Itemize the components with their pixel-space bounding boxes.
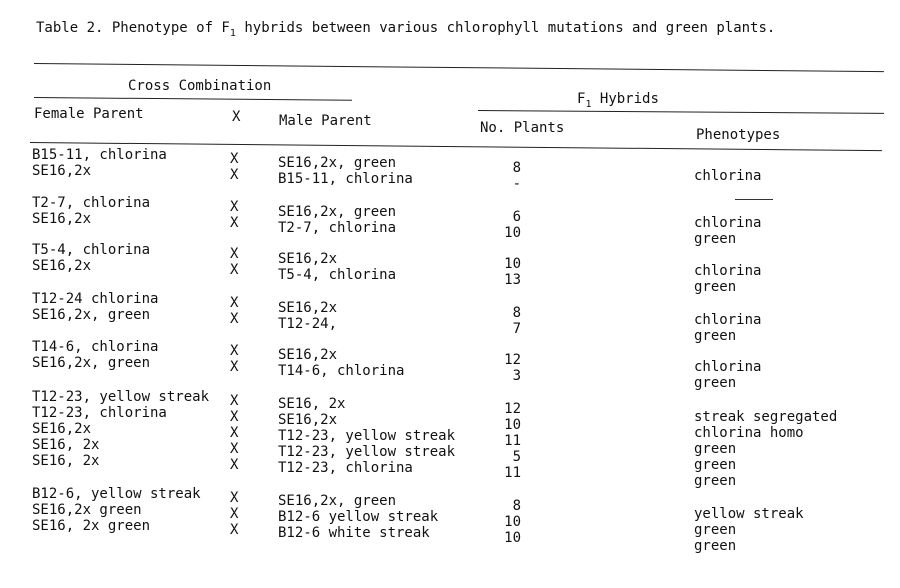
header-no-plants: No. Plants [480,120,565,136]
phenotype-cell: chlorina [694,359,762,375]
no-plants-cell: 12 [504,352,521,368]
cross-mark: X [230,457,239,473]
male-parent-cell: SE16,2x, green [278,204,397,220]
female-parent-cell: SE16,2x [32,211,92,227]
phenotype-cell: green [694,279,737,295]
male-parent-cell: SE16,2x [278,412,338,428]
male-parent-cell: B12-6 yellow streak [278,509,439,525]
male-parent-cell: B12-6 white streak [278,525,430,541]
female-parent-cell: SE16, 2x green [32,518,151,534]
female-parent-cell: SE16,2x green [32,502,142,518]
female-parent-cell: SE16,2x [32,163,92,179]
cross-mark: X [230,167,239,183]
phenotype-cell: chlorina homo [694,425,804,441]
no-plants-cell: 6 [512,209,521,225]
cross-mark: X [230,215,239,231]
female-parent-cell: T12-24 chlorina [32,291,159,307]
male-parent-cell: T12-24, [278,316,338,332]
phenotype-cell: chlorina [694,215,762,231]
cross-mark: X [230,506,239,522]
no-plants-cell: 11 [504,465,521,481]
cross-mark: X [230,522,239,538]
cross-mark: X [230,199,239,215]
no-plants-cell: 10 [504,417,521,433]
phenotype-cell: green [694,328,737,344]
blank-phenotype-line [735,199,773,200]
male-parent-cell: SE16,2x, green [278,493,397,509]
male-parent-cell: T12-23, chlorina [278,460,413,476]
no-plants-cell: 13 [504,272,521,288]
male-parent-cell: T5-4, chlorina [278,267,397,283]
cross-mark: X [230,343,239,359]
phenotype-cell: green [694,522,737,538]
cross-mark: X [230,425,239,441]
no-plants-cell: 10 [504,514,521,530]
phenotype-cell: yellow streak [694,506,804,522]
male-parent-cell: SE16,2x [278,251,338,267]
male-parent-cell: SE16, 2x [278,396,346,412]
female-parent-cell: SE16, 2x [32,453,100,469]
female-parent-cell: SE16,2x [32,258,92,274]
no-plants-cell: 12 [504,401,521,417]
no-plants-cell: 10 [504,530,521,546]
female-parent-cell: T12-23, chlorina [32,405,167,421]
cross-mark: X [230,295,239,311]
female-parent-cell: T12-23, yellow streak [32,389,210,405]
header-phenotypes: Phenotypes [696,127,781,143]
phenotype-cell: green [694,231,737,247]
female-parent-cell: T5-4, chlorina [32,242,151,258]
phenotype-cell: green [694,538,737,554]
no-plants-cell: 8 [512,160,521,176]
cross-mark: X [230,311,239,327]
cross-mark: X [230,393,239,409]
female-parent-cell: SE16,2x [32,421,92,437]
male-parent-cell: B15-11, chlorina [278,171,413,187]
male-parent-cell: T14-6, chlorina [278,363,405,379]
female-parent-cell: SE16,2x, green [32,307,151,323]
caption-subscript: 1 [229,28,236,39]
male-parent-cell: SE16,2x [278,347,338,363]
no-plants-cell: 8 [512,498,521,514]
cross-mark: X [230,262,239,278]
no-plants-cell: 7 [512,321,521,337]
phenotype-cell: chlorina [694,263,762,279]
table-caption: Table 2. Phenotype of $F_1$ hybrids between various chlorophyll mutations and green plants. [36,20,776,39]
no-plants-cell: 5 [512,449,521,465]
female-parent-cell: SE16,2x, green [32,355,151,371]
header-female-parent: Female Parent [34,106,144,122]
no-plants-cell: 10 [504,225,521,241]
no-plants-cell: 3 [512,368,521,384]
f1-hybrids-rule [478,110,884,114]
top-rule [34,63,884,72]
cross-mark: X [230,409,239,425]
phenotype-cell: green [694,457,737,473]
no-plants-cell: 8 [512,305,521,321]
header-cross-combination: Cross Combination [128,78,272,94]
cross-mark: X [230,359,239,375]
cross-mark: X [230,441,239,457]
female-parent-cell: B12-6, yellow streak [32,486,201,502]
no-plants-cell: 10 [504,256,521,272]
female-parent-cell: T14-6, chlorina [32,339,159,355]
header-f1-hybrids: $F_1$ Hybrids [577,91,659,110]
female-parent-cell: SE16, 2x [32,437,100,453]
cross-mark: X [230,151,239,167]
header-male-parent: Male Parent [279,113,372,129]
phenotype-cell: green [694,375,737,391]
male-parent-cell: T12-23, yellow streak [278,428,456,444]
male-parent-cell: T2-7, chlorina [278,220,397,236]
male-parent-cell: T12-23, yellow streak [278,444,456,460]
male-parent-cell: SE16,2x [278,300,338,316]
phenotype-cell: streak segregated [694,409,838,425]
cross-mark: X [230,246,239,262]
phenotype-cell: green [694,441,737,457]
f1-subscript: 1 [585,99,592,110]
phenotype-cell: green [694,473,737,489]
phenotype-cell: chlorina [694,168,762,184]
male-parent-cell: SE16,2x, green [278,155,397,171]
no-plants-cell: - [512,176,521,192]
cross-combination-rule [34,97,352,101]
header-cross: X [232,109,241,125]
cross-mark: X [230,490,239,506]
phenotype-cell: chlorina [694,312,762,328]
no-plants-cell: 11 [504,433,521,449]
female-parent-cell: B15-11, chlorina [32,147,167,163]
female-parent-cell: T2-7, chlorina [32,195,151,211]
